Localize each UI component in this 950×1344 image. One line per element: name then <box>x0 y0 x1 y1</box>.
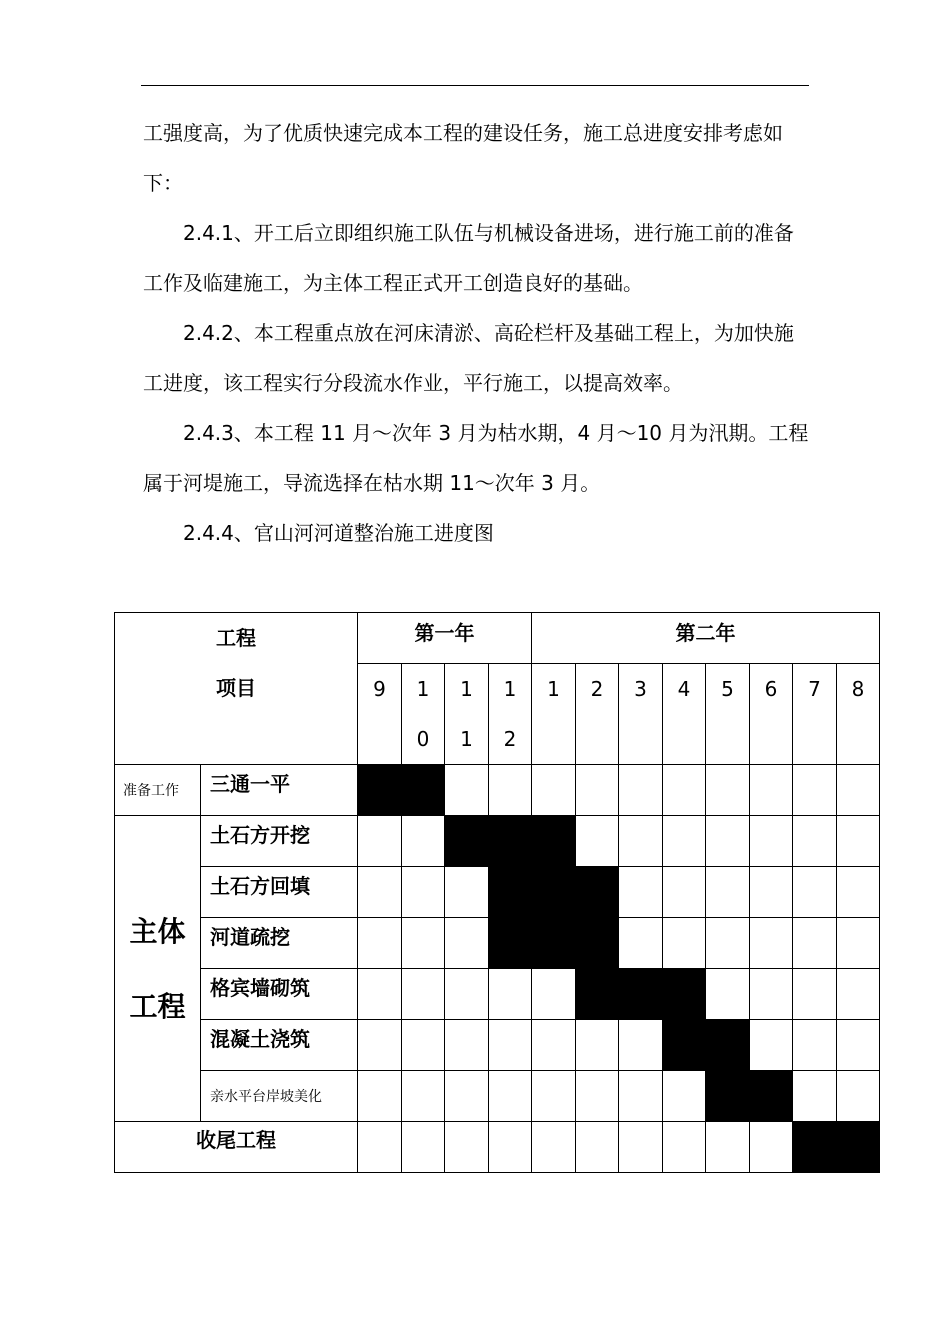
schedule-empty-cell <box>532 1122 576 1173</box>
header-project-line2: 项目 <box>216 676 256 700</box>
task-label: 河道疏挖 <box>201 918 358 969</box>
schedule-empty-cell <box>837 816 880 867</box>
schedule-empty-cell <box>793 816 837 867</box>
schedule-empty-cell <box>619 1122 663 1173</box>
month-header <box>837 664 880 765</box>
schedule-bar-cell <box>793 1122 837 1173</box>
schedule-empty-cell <box>750 816 793 867</box>
table-row <box>115 816 880 867</box>
schedule-empty-cell <box>445 1122 489 1173</box>
schedule-empty-cell <box>358 969 402 1020</box>
schedule-empty-cell <box>793 969 837 1020</box>
schedule-bar-cell <box>489 867 532 918</box>
schedule-empty-cell <box>837 969 880 1020</box>
schedule-bar-cell <box>489 816 532 867</box>
schedule-bar-cell <box>358 765 402 816</box>
schedule-empty-cell <box>837 867 880 918</box>
schedule-empty-cell <box>358 867 402 918</box>
schedule-empty-cell <box>706 1122 750 1173</box>
table-row <box>115 1122 880 1173</box>
schedule-empty-cell <box>358 816 402 867</box>
month-header <box>663 664 706 765</box>
task-label: 土石方开挖 <box>201 816 358 867</box>
schedule-empty-cell <box>576 1071 619 1122</box>
category-main-line2: 工程 <box>129 989 186 1023</box>
schedule-bar-cell <box>576 867 619 918</box>
schedule-empty-cell <box>489 969 532 1020</box>
task-label: 土石方回填 <box>201 867 358 918</box>
paragraph-2-4-1: 2.4.1、开工后立即组织施工队伍与机械设备进场，进行施工前的准备工作及临建施工，为主体工程正式开工创造良好的基础。 <box>143 221 794 295</box>
schedule-empty-cell <box>358 1071 402 1122</box>
table-row <box>115 1071 880 1122</box>
schedule-empty-cell <box>402 816 445 867</box>
schedule-empty-cell <box>619 1071 663 1122</box>
schedule-empty-cell <box>358 1020 402 1071</box>
schedule-bar-cell <box>532 867 576 918</box>
schedule-empty-cell <box>750 1020 793 1071</box>
schedule-bar-cell <box>402 765 445 816</box>
table-row <box>115 918 880 969</box>
schedule-empty-cell <box>837 1071 880 1122</box>
schedule-empty-cell <box>402 1071 445 1122</box>
header-year1: 第一年 <box>358 613 532 664</box>
month-header <box>402 664 445 765</box>
schedule-empty-cell <box>750 918 793 969</box>
schedule-empty-cell <box>793 765 837 816</box>
month-header <box>750 664 793 765</box>
month-header <box>489 664 532 765</box>
schedule-empty-cell <box>793 918 837 969</box>
schedule-bar-cell <box>750 1071 793 1122</box>
schedule-empty-cell <box>532 1020 576 1071</box>
task-label: 混凝土浇筑 <box>201 1020 358 1071</box>
header-year2: 第二年 <box>532 613 880 664</box>
schedule-empty-cell <box>837 765 880 816</box>
schedule-empty-cell <box>663 1122 706 1173</box>
schedule-empty-cell <box>576 816 619 867</box>
schedule-empty-cell <box>532 969 576 1020</box>
schedule-bar-cell <box>532 816 576 867</box>
paragraph-2-4-3: 2.4.3、本工程 11 月～次年 3 月为枯水期，4 月～10 月为汛期。工程属于河堤施工，导流选择在枯水期 11～次年 3 月。 <box>143 421 809 495</box>
schedule-empty-cell <box>402 1020 445 1071</box>
schedule-bar-cell <box>619 969 663 1020</box>
month-digit: 1 <box>503 677 517 701</box>
schedule-empty-cell <box>706 918 750 969</box>
schedule-empty-cell <box>750 765 793 816</box>
paragraph-intro: 工强度高，为了优质快速完成本工程的建设任务，施工总进度安排考虑如下： <box>143 121 783 195</box>
schedule-bar-cell <box>706 1071 750 1122</box>
category-main <box>115 816 201 1122</box>
schedule-bar-cell <box>576 969 619 1020</box>
paragraph-2-4-2: 2.4.2、本工程重点放在河床清淤、高砼栏杆及基础工程上，为加快施工进度，该工程实行分段流水作业，平行施工，以提高效率。 <box>143 321 794 395</box>
schedule-empty-cell <box>663 918 706 969</box>
task-label: 亲水平台岸坡美化 <box>201 1071 358 1122</box>
schedule-empty-cell <box>489 1122 532 1173</box>
schedule-empty-cell <box>576 765 619 816</box>
body-text <box>143 108 811 558</box>
header-rule <box>141 85 809 86</box>
task-label: 收尾工程 <box>115 1122 358 1173</box>
schedule-empty-cell <box>706 816 750 867</box>
schedule-empty-cell <box>750 867 793 918</box>
schedule-empty-cell <box>619 867 663 918</box>
month-digit: 5 <box>721 677 734 701</box>
schedule-empty-cell <box>445 867 489 918</box>
schedule-empty-cell <box>358 1122 402 1173</box>
schedule-empty-cell <box>489 1020 532 1071</box>
task-label: 三通一平 <box>201 765 358 816</box>
schedule-empty-cell <box>619 765 663 816</box>
task-label: 格宾墙砌筑 <box>201 969 358 1020</box>
schedule-bar-cell <box>663 969 706 1020</box>
schedule-bar-cell <box>489 918 532 969</box>
schedule-empty-cell <box>706 765 750 816</box>
month-digit: 1 <box>416 677 430 701</box>
month-header <box>532 664 576 765</box>
month-header <box>619 664 663 765</box>
category-prep: 准备工作 <box>115 765 201 816</box>
schedule-empty-cell <box>402 1122 445 1173</box>
schedule-empty-cell <box>793 1071 837 1122</box>
schedule-empty-cell <box>358 918 402 969</box>
table-row <box>115 765 880 816</box>
schedule-bar-cell <box>445 816 489 867</box>
schedule-empty-cell <box>445 969 489 1020</box>
schedule-empty-cell <box>663 816 706 867</box>
table-row <box>115 867 880 918</box>
schedule-bar-cell <box>532 918 576 969</box>
month-digit: 8 <box>851 677 865 701</box>
schedule-empty-cell <box>402 918 445 969</box>
month-digit: 3 <box>634 677 647 701</box>
month-digit: 7 <box>808 677 821 701</box>
schedule-empty-cell <box>837 1020 880 1071</box>
schedule-empty-cell <box>445 1071 489 1122</box>
table-row <box>115 969 880 1020</box>
schedule-bar-cell <box>576 918 619 969</box>
schedule-empty-cell <box>663 1071 706 1122</box>
schedule-empty-cell <box>532 1071 576 1122</box>
month-digit: 6 <box>764 677 778 701</box>
schedule-empty-cell <box>445 1020 489 1071</box>
schedule-empty-cell <box>663 867 706 918</box>
month-header <box>793 664 837 765</box>
schedule-table <box>114 612 880 1173</box>
schedule-empty-cell <box>532 765 576 816</box>
schedule-bar-cell <box>706 1020 750 1071</box>
month-digit: 1 <box>460 727 473 751</box>
schedule-empty-cell <box>706 969 750 1020</box>
schedule-empty-cell <box>576 1020 619 1071</box>
month-digit: 4 <box>677 677 691 701</box>
month-header <box>358 664 402 765</box>
month-header <box>706 664 750 765</box>
schedule-empty-cell <box>619 1020 663 1071</box>
category-main-line1: 主体 <box>129 914 186 948</box>
month-digit: 9 <box>373 677 386 701</box>
schedule-empty-cell <box>489 765 532 816</box>
schedule-empty-cell <box>663 765 706 816</box>
month-digit: 0 <box>416 727 430 751</box>
month-header <box>445 664 489 765</box>
table-row <box>115 1020 880 1071</box>
schedule-empty-cell <box>793 1020 837 1071</box>
header-project-line1: 工程 <box>216 626 256 650</box>
schedule-empty-cell <box>619 816 663 867</box>
schedule-bar-cell <box>663 1020 706 1071</box>
schedule-empty-cell <box>402 867 445 918</box>
month-digit: 2 <box>590 677 604 701</box>
schedule-empty-cell <box>445 765 489 816</box>
schedule-empty-cell <box>793 867 837 918</box>
schedule-empty-cell <box>750 969 793 1020</box>
header-project <box>115 613 358 765</box>
schedule-bar-cell <box>837 1122 880 1173</box>
schedule-empty-cell <box>750 1122 793 1173</box>
schedule-empty-cell <box>445 918 489 969</box>
month-digit: 1 <box>460 677 473 701</box>
paragraph-2-4-4: 2.4.4、官山河河道整治施工进度图 <box>183 521 494 545</box>
schedule-empty-cell <box>837 918 880 969</box>
schedule-empty-cell <box>402 969 445 1020</box>
schedule-empty-cell <box>489 1071 532 1122</box>
month-digit: 1 <box>547 677 560 701</box>
month-header <box>576 664 619 765</box>
schedule-empty-cell <box>706 867 750 918</box>
schedule-empty-cell <box>619 918 663 969</box>
schedule-empty-cell <box>576 1122 619 1173</box>
month-digit: 2 <box>503 727 517 751</box>
